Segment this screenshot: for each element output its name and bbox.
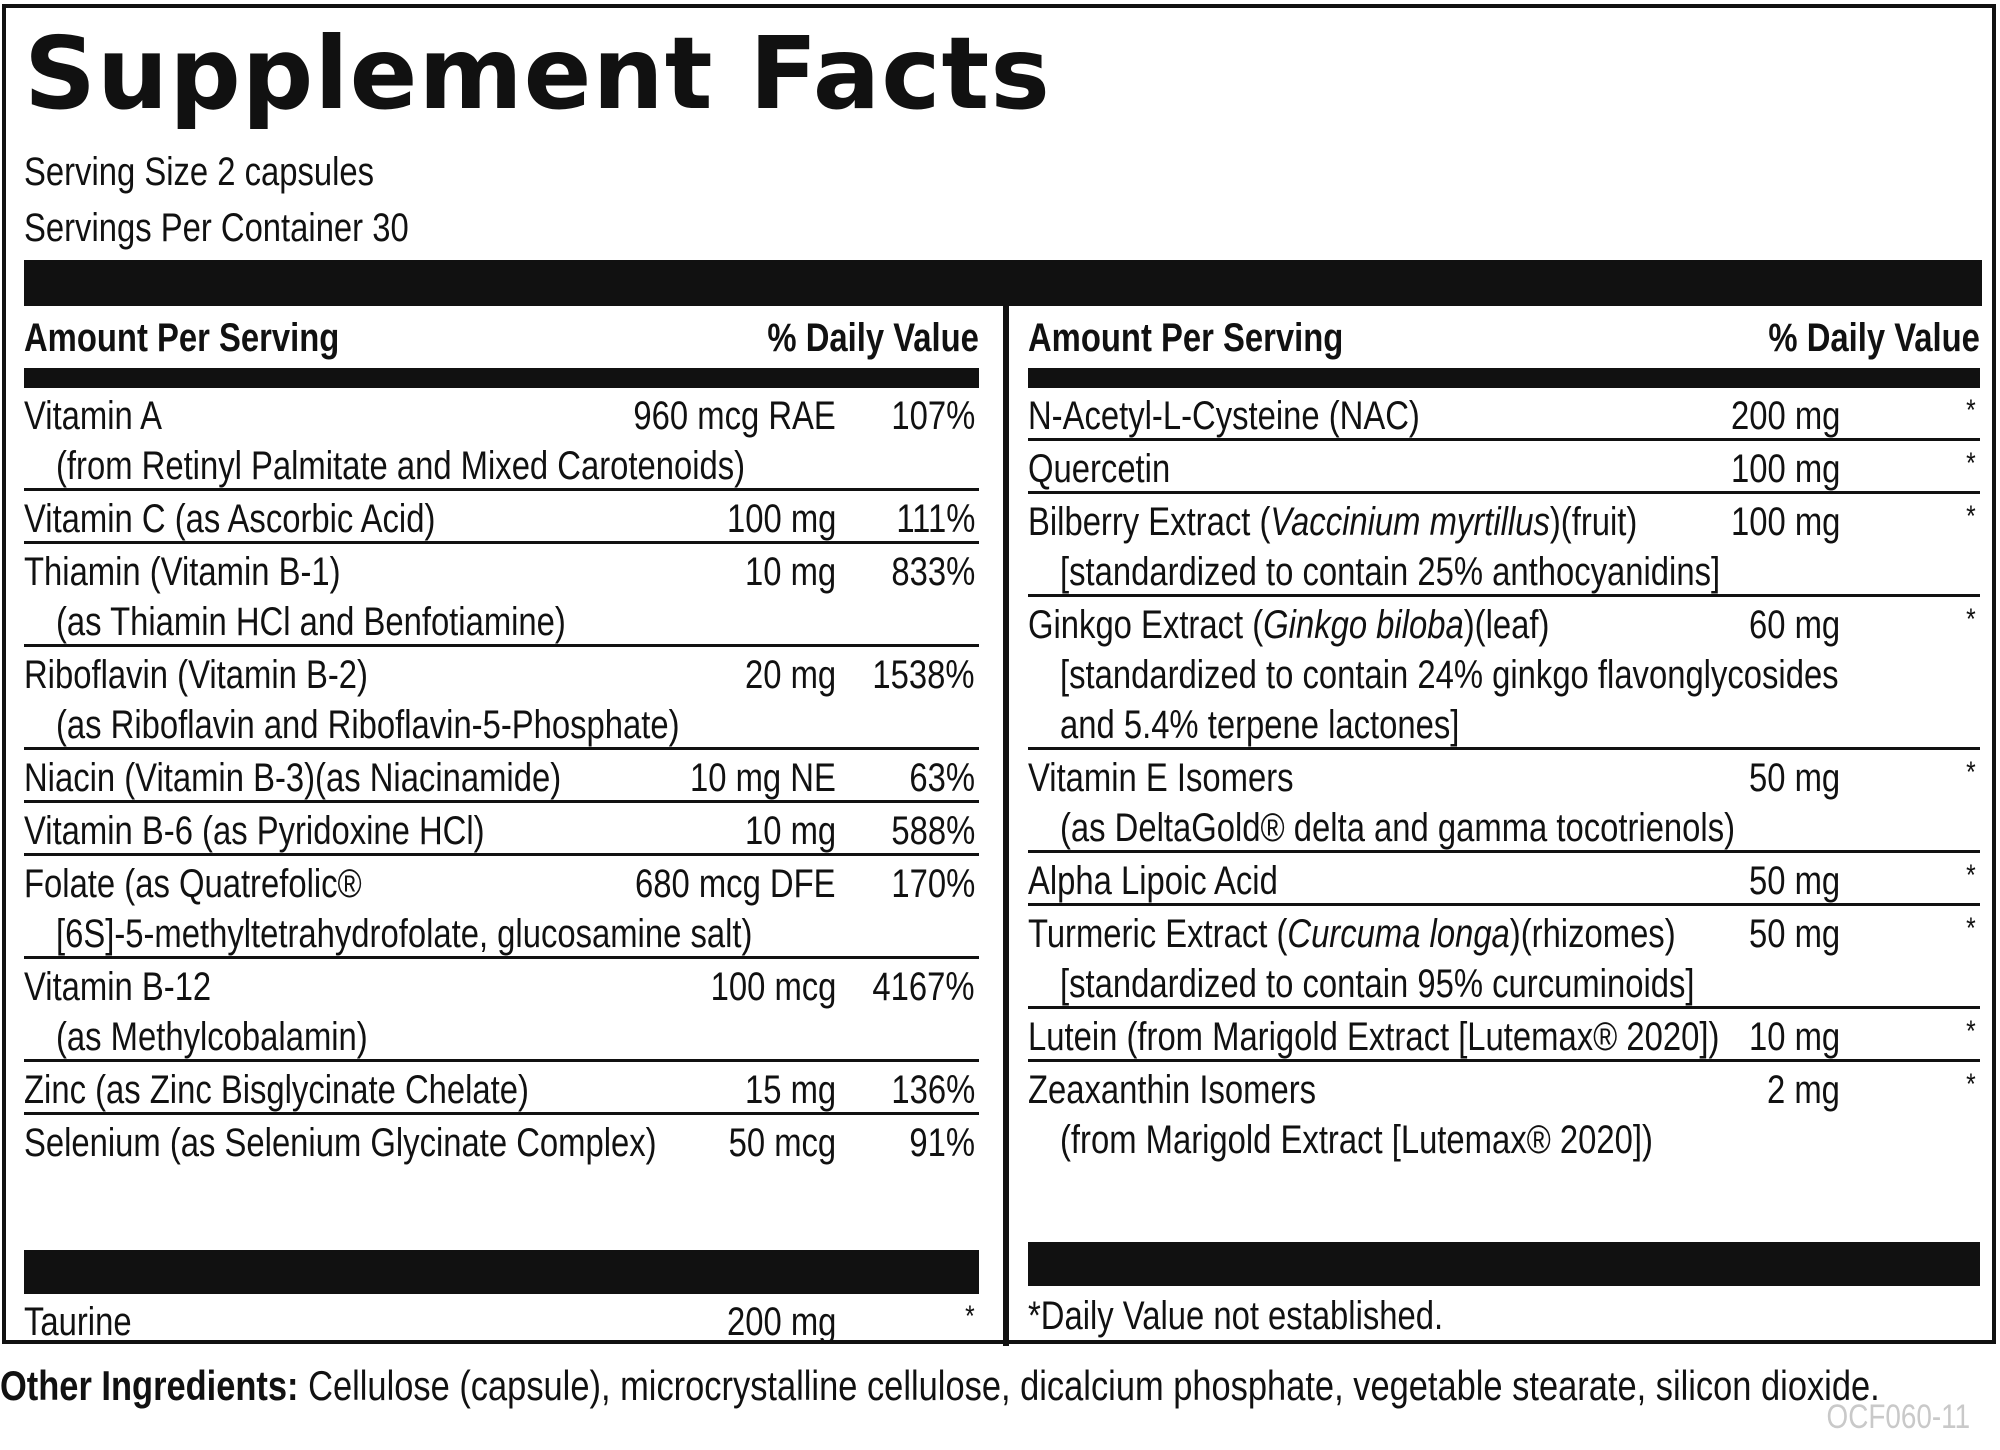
nutrient-detail-line: [1028, 697, 1980, 747]
nutrient-daily-value: *: [1966, 394, 1976, 427]
nutrient-daily-value: *: [1966, 1068, 1976, 1101]
nutrient-row: [24, 1115, 979, 1165]
nutrient-name: Vitamin A: [24, 394, 162, 438]
left-nutrient-list: [24, 388, 979, 1165]
latin-name: Ginkgo biloba: [1263, 603, 1464, 647]
nutrient-name: Lutein (from Marigold Extract [Lutemax® 2020]): [1028, 1015, 1720, 1059]
left-column-header: [24, 306, 979, 368]
nutrient-name: Vitamin B-12: [24, 965, 212, 1009]
right-ingredient-list: [1028, 388, 1980, 1162]
nutrient-detail: (as Thiamin HCl and Benfotiamine): [56, 600, 566, 644]
left-bottom-bar: [24, 1250, 979, 1294]
nutrient-daily-value: *: [1966, 500, 1976, 533]
other-ingredients-label: Other Ingredients:: [0, 1362, 299, 1409]
nutrient-daily-value: 107%: [891, 394, 975, 438]
daily-value-footnote: *Daily Value not established.: [1028, 1294, 1444, 1338]
nutrient-detail: (as DeltaGold® delta and gamma tocotrienols): [1060, 806, 1736, 850]
nutrient-name: Folate (as Quatrefolic®: [24, 862, 362, 906]
nutrient-name: Taurine: [24, 1300, 132, 1344]
nutrient-row: [24, 544, 979, 647]
nutrient-daily-value: 91%: [909, 1121, 975, 1165]
daily-value-heading: % Daily Value: [767, 316, 979, 360]
nutrient-row: [24, 959, 979, 1062]
name-part: Turmeric Extract (: [1028, 912, 1288, 956]
nutrient-line: [1028, 906, 1980, 956]
other-ingredients: [0, 1362, 1880, 1410]
nutrient-row: [1028, 1062, 1980, 1162]
nutrient-name: Alpha Lipoic Acid: [1028, 859, 1278, 903]
nutrient-amount: 60 mg: [1748, 603, 1840, 647]
nutrient-daily-value: *: [1966, 912, 1976, 945]
latin-name: Vaccinium myrtillus: [1270, 500, 1550, 544]
nutrient-row: [24, 750, 979, 803]
nutrient-line: [1028, 494, 1980, 544]
amount-per-serving-heading: Amount Per Serving: [1028, 316, 1344, 360]
nutrient-daily-value: *: [1966, 1015, 1976, 1048]
nutrient-line: [1028, 1062, 1980, 1112]
nutrient-row: [24, 1062, 979, 1115]
nutrient-name: N-Acetyl-L-Cysteine (NAC): [1028, 394, 1420, 438]
nutrient-detail: (as Methylcobalamin): [56, 1015, 368, 1059]
nutrient-amount: 10 mg NE: [690, 756, 836, 800]
nutrient-line: [24, 750, 979, 800]
nutrient-name: Riboflavin (Vitamin B-2): [24, 653, 368, 697]
nutrient-line: [24, 491, 979, 541]
nutrient-amount: 100 mg: [1730, 500, 1840, 544]
amount-per-serving-heading: Amount Per Serving: [24, 316, 340, 360]
nutrient-amount: 200 mg: [726, 1300, 836, 1344]
nutrient-detail: [standardized to contain 24% ginkgo flavonglycosides: [1060, 653, 1839, 697]
nutrient-detail: (as Riboflavin and Riboflavin-5-Phosphate): [56, 703, 680, 747]
nutrient-detail-line: [1028, 1112, 1980, 1162]
nutrient-amount: 100 mcg: [710, 965, 836, 1009]
nutrient-detail-line: [24, 906, 979, 956]
nutrient-detail-line: [1028, 647, 1980, 697]
nutrient-daily-value: 588%: [891, 809, 975, 853]
nutrient-line: [24, 959, 979, 1009]
nutrient-row: [1028, 494, 1980, 597]
right-bottom-bar: [1028, 1242, 1980, 1286]
nutrient-amount: 960 mcg RAE: [633, 394, 836, 438]
nutrient-detail: and 5.4% terpene lactones]: [1060, 703, 1460, 747]
panel-title: Supplement Facts: [24, 15, 1051, 132]
name-part: Ginkgo Extract (: [1028, 603, 1264, 647]
nutrient-name: [1028, 500, 1637, 545]
supplement-facts-panel: [2, 4, 1996, 1344]
nutrient-row: [24, 803, 979, 856]
right-column-header: [1028, 306, 1980, 368]
nutrient-daily-value: *: [1966, 603, 1976, 636]
nutrient-line: [24, 1115, 979, 1165]
nutrient-detail: (from Marigold Extract [Lutemax® 2020]): [1060, 1118, 1653, 1162]
nutrient-amount: 15 mg: [744, 1068, 836, 1112]
header-rule: [1028, 368, 1980, 388]
nutrient-line: [1028, 597, 1980, 647]
nutrient-amount: 2 mg: [1767, 1068, 1840, 1112]
header-rule: [24, 368, 979, 388]
nutrient-daily-value: 111%: [895, 497, 975, 541]
nutrient-amount: 50 mcg: [728, 1121, 836, 1165]
nutrient-row: [1028, 388, 1980, 441]
nutrient-amount: 100 mg: [726, 497, 836, 541]
other-ingredients-text: Cellulose (capsule), microcrystalline cellulose, dicalcium phosphate, vegetable stearate, silicon dioxide.: [298, 1362, 1880, 1409]
nutrient-daily-value: *: [1966, 447, 1976, 480]
nutrient-daily-value: *: [1966, 859, 1976, 892]
name-part: )(rhizomes): [1509, 912, 1676, 956]
nutrient-name: Zeaxanthin Isomers: [1028, 1068, 1317, 1112]
nutrient-amount: 50 mg: [1748, 756, 1840, 800]
nutrient-name: Zinc (as Zinc Bisglycinate Chelate): [24, 1068, 529, 1112]
product-code: OCF060-11: [1826, 1398, 1970, 1436]
nutrient-line: [1028, 1009, 1980, 1059]
nutrient-daily-value: 63%: [909, 756, 975, 800]
nutrient-detail-line: [1028, 956, 1980, 1006]
serving-size: Serving Size 2 capsules: [24, 150, 375, 194]
nutrient-amount: 20 mg: [744, 653, 836, 697]
name-part: )(leaf): [1463, 603, 1550, 647]
nutrient-name: Vitamin C (as Ascorbic Acid): [24, 497, 436, 541]
nutrient-line: [1028, 853, 1980, 903]
nutrient-daily-value: 170%: [891, 862, 975, 906]
nutrient-line: [1028, 441, 1980, 491]
nutrient-row: [1028, 1009, 1980, 1062]
nutrient-daily-value: 1538%: [872, 653, 975, 697]
nutrient-detail-line: [24, 1009, 979, 1059]
daily-value-footnote-row: [1028, 1288, 1928, 1338]
daily-value-heading: % Daily Value: [1768, 316, 1980, 360]
nutrient-detail-line: [1028, 544, 1980, 594]
nutrient-row: [24, 647, 979, 750]
nutrient-daily-value: *: [1966, 756, 1976, 789]
nutrient-name: Quercetin: [1028, 447, 1171, 491]
nutrient-name: Niacin (Vitamin B-3)(as Niacinamide): [24, 756, 562, 800]
nutrient-amount: 10 mg: [1748, 1015, 1840, 1059]
nutrient-name: Selenium (as Selenium Glycinate Complex): [24, 1121, 657, 1165]
nutrient-line: [24, 803, 979, 853]
nutrient-detail-line: [24, 697, 979, 747]
nutrient-detail-line: [24, 438, 979, 488]
nutrient-row: [1028, 750, 1980, 853]
nutrient-name: [1028, 603, 1549, 648]
nutrient-amount: 10 mg: [744, 550, 836, 594]
name-part: )(fruit): [1549, 500, 1638, 544]
nutrient-detail: [6S]-5-methyltetrahydrofolate, glucosamine salt): [56, 912, 753, 956]
nutrient-row: [24, 388, 979, 491]
right-column: [1028, 306, 1980, 1162]
nutrient-name: Vitamin B-6 (as Pyridoxine HCl): [24, 809, 485, 853]
nutrient-amount: 200 mg: [1730, 394, 1840, 438]
nutrient-name: Thiamin (Vitamin B-1): [24, 550, 341, 594]
nutrient-detail-line: [24, 594, 979, 644]
nutrient-amount: 50 mg: [1748, 912, 1840, 956]
nutrient-line: [24, 544, 979, 594]
nutrient-name: [1028, 912, 1676, 957]
nutrient-daily-value: 136%: [891, 1068, 975, 1112]
taurine-row: [24, 1294, 979, 1344]
name-part: Bilberry Extract (: [1028, 500, 1271, 544]
nutrient-line: [24, 856, 979, 906]
nutrient-detail: (from Retinyl Palmitate and Mixed Carotenoids): [56, 444, 746, 488]
left-column: [24, 306, 979, 1165]
nutrient-detail-line: [1028, 800, 1980, 850]
top-rule-bar: [24, 260, 1982, 306]
nutrient-row: [1028, 597, 1980, 750]
nutrient-amount: 680 mcg DFE: [635, 862, 836, 906]
nutrient-detail: [standardized to contain 25% anthocyanidins]: [1060, 550, 1721, 594]
nutrient-row: [24, 856, 979, 959]
nutrient-daily-value: 833%: [891, 550, 975, 594]
column-separator: [1003, 306, 1009, 1346]
nutrient-daily-value: 4167%: [872, 965, 975, 1009]
nutrient-line: [24, 388, 979, 438]
latin-name: Curcuma longa: [1287, 912, 1510, 956]
nutrient-amount: 50 mg: [1748, 859, 1840, 903]
nutrient-line: [1028, 388, 1980, 438]
nutrient-row: [1028, 906, 1980, 1009]
nutrient-line: [1028, 750, 1980, 800]
nutrient-detail: [standardized to contain 95% curcuminoids]: [1060, 962, 1695, 1006]
nutrient-name: Vitamin E Isomers: [1028, 756, 1294, 800]
nutrient-line: [24, 647, 979, 697]
nutrient-daily-value: *: [965, 1300, 975, 1333]
nutrient-row: [24, 491, 979, 544]
nutrient-row: [1028, 441, 1980, 494]
nutrient-amount: 100 mg: [1730, 447, 1840, 491]
servings-per-container: Servings Per Container 30: [24, 206, 409, 250]
nutrient-row: [1028, 853, 1980, 906]
nutrient-line: [24, 1062, 979, 1112]
nutrient-amount: 10 mg: [744, 809, 836, 853]
